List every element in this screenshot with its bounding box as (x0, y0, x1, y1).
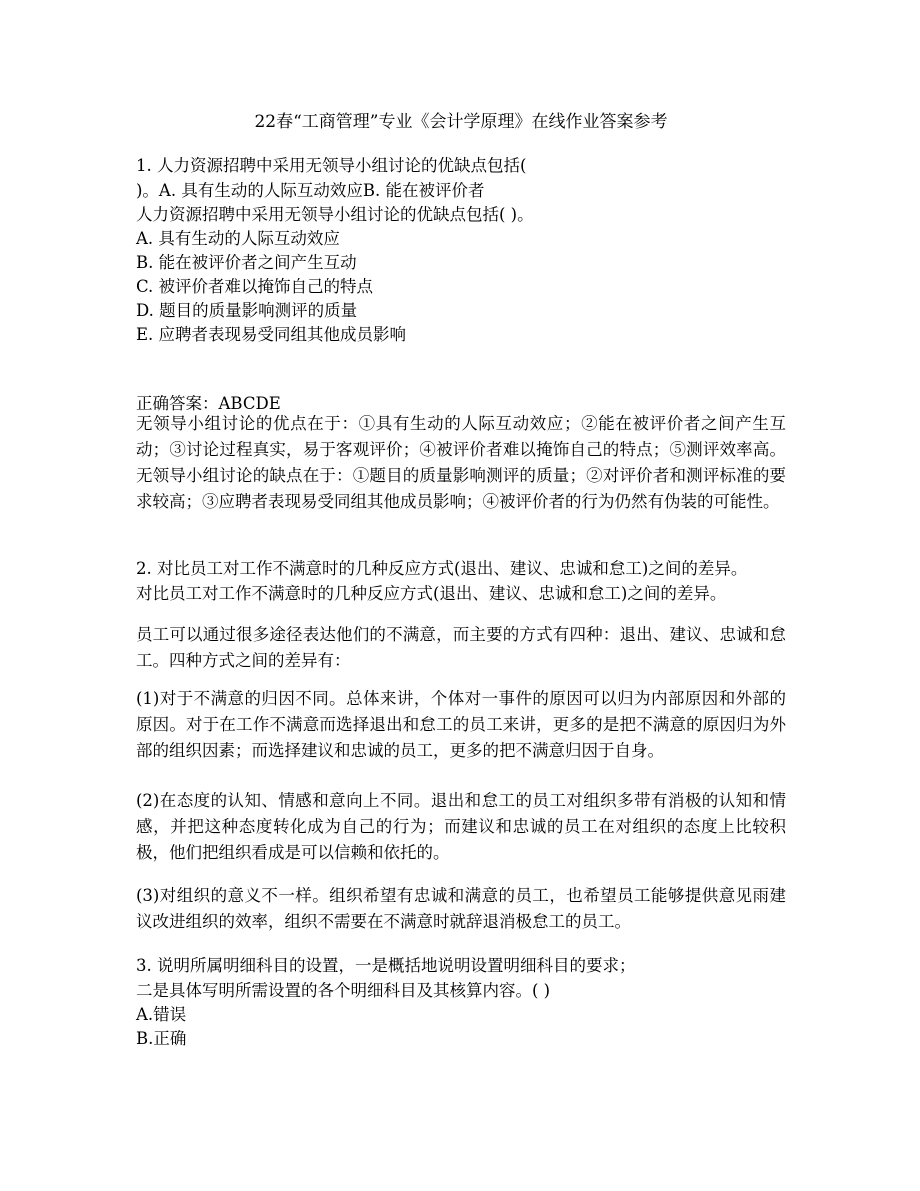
q1-option-d: D. 题目的质量影响测评的质量 (136, 301, 358, 320)
q3-stem-line-2: 二是具体写明所需设置的各个明细科目及其核算内容。( ) (136, 981, 551, 1000)
q3-option-b: B.正确 (136, 1029, 187, 1048)
q1-option-c: C. 被评价者难以掩饰自己的特点 (136, 277, 374, 296)
q2-intro: 员工可以通过很多途径表达他们的不满意，而主要的方式有四种：退出、建议、忠诚和怠工。四种方式之间的差异有： (136, 625, 786, 670)
q1-option-b: B. 能在被评价者之间产生互动 (136, 253, 357, 272)
document-title: 22春“工商管理”专业《会计学原理》在线作业答案参考 (254, 112, 668, 132)
q2-stem-repeat: 对比员工对工作不满意时的几种反应方式(退出、建议、忠诚和怠工)之间的差异。 (136, 584, 727, 603)
q1-explanation: 无领导小组讨论的优点在于：①具有生动的人际互动效应；②能在被评价者之间产生互动；③讨论过程真实，易于客观评价；④被评价者难以掩饰自己的特点；⑤测评效率高。无领导小组讨论的缺点在于：①题目的质量影响测评的质量；②对评价者和测评标准的要求较高；③应聘者表现易受同组其他成员影响；④被评价者的行为仍然有伪装的可能性。 (136, 414, 786, 511)
q1-option-e: E. 应聘者表现易受同组其他成员影响 (136, 325, 407, 344)
q1-stem-line-1: 1. 人力资源招聘中采用无领导小组讨论的优缺点包括( (136, 156, 527, 175)
q2-point-2: (2)在态度的认知、情感和意向上不同。退出和怠工的员工对组织多带有消极的认知和情感，并把这种态度转化成为自己的行为；而建议和忠诚的员工在对组织的态度上比较积极，他们把组织看成是可以信赖和依托的。 (136, 791, 786, 862)
q1-stem-line-2: )。A. 具有生动的人际互动效应B. 能在被评价者 (136, 181, 485, 200)
q1-answer: 正确答案：ABCDE (136, 394, 281, 413)
q2-stem: 2. 对比员工对工作不满意时的几种反应方式(退出、建议、忠诚和怠工)之间的差异。 (136, 559, 748, 578)
q3-stem-line-1: 3. 说明所属明细科目的设置，一是概括地说明设置明细科目的要求； (136, 956, 636, 975)
q1-stem-repeat: 人力资源招聘中采用无领导小组讨论的优缺点包括( )。 (136, 205, 534, 224)
q3-option-a: A.错误 (136, 1005, 187, 1024)
q2-point-3: (3)对组织的意义不一样。组织希望有忠诚和满意的员工，也希望员工能够提供意见雨建议改进组织的效率，组织不需要在不满意时就辞退消极怠工的员工。 (136, 886, 786, 931)
q2-point-1: (1)对于不满意的归因不同。总体来讲，个体对一事件的原因可以归为内部原因和外部的原因。对于在工作不满意而选择退出和怠工的员工来讲，更多的是把不满意的原因归为外部的组织因素；而选择建议和忠诚的员工，更多的把不满意归因于自身。 (136, 689, 786, 760)
q1-option-a: A. 具有生动的人际互动效应 (136, 229, 340, 248)
